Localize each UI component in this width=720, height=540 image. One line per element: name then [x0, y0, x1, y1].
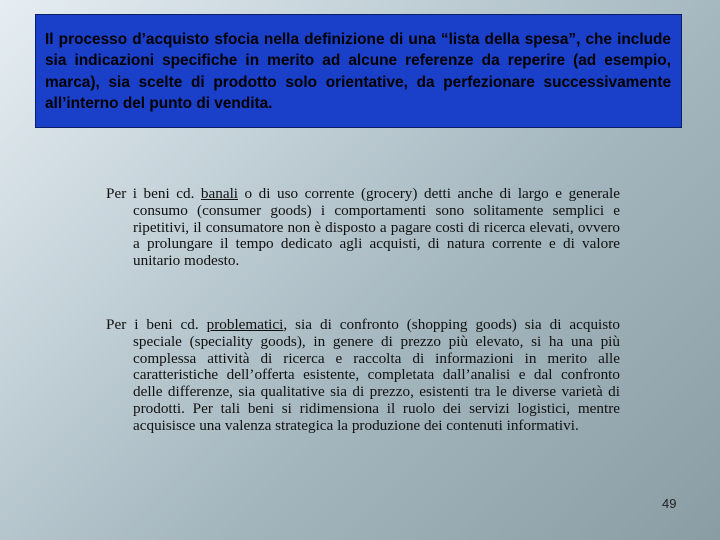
paragraph-lead: Per i beni cd.	[106, 316, 207, 333]
paragraph-body: o di uso corrente (grocery) detti anche di largo e generale consumo (consumer goods) i comportamenti sono solitamente semplici e ripetitivi, il consumatore non è disposto a pagare costi di ricerca elevati, ovvero a prolungare il tempo dedicato agli acquisti, di natura corrente e di valore unitario modesto.	[133, 185, 621, 270]
paragraph-problematici	[106, 317, 620, 435]
term-banali: banali	[200, 185, 239, 202]
term-problematici: problematici	[206, 316, 284, 333]
paragraph-lead: Per i beni cd.	[106, 185, 201, 202]
page-number: 49	[662, 496, 677, 511]
paragraph-banali	[106, 186, 620, 270]
slide-title: Il processo d’acquisto sfocia nella definizione di una “lista della spesa”, che include sia indicazioni specifiche in merito ad alcune referenze da reperire (ad esempio, marca), sia scelte di prodotto solo orientative, da perfezionare successivamente all’interno del punto di vendita.	[45, 31, 671, 113]
paragraph-body: , sia di confronto (shopping goods) sia di acquisto speciale (speciality goods), in genere di prezzo più elevato, si ha una più complessa attività di ricerca e raccolta di informazioni in merito alle caratteristiche dell’offerta esistente, completata dall’analisi e dal confronto delle differenze, sia qualitative sia di prezzo, esistenti tra le diverse varietà di prodotti. Per tali beni si ridimensiona il ruolo dei servizi logistici, mentre acquisisce una valenza strategica la produzione dei contenuti informativi.	[133, 316, 620, 434]
title-box	[35, 14, 682, 128]
